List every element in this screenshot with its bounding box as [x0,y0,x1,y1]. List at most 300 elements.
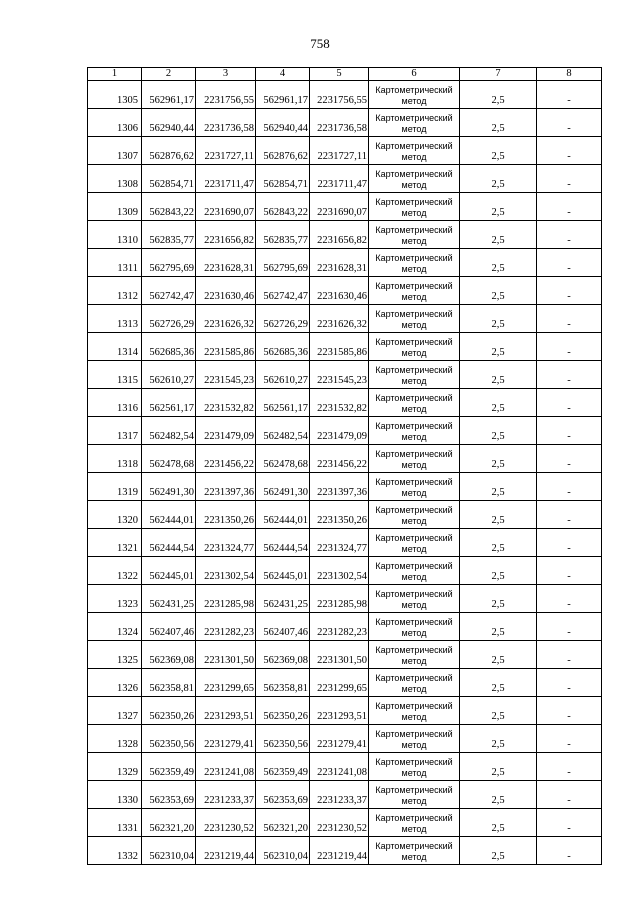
x-coordinate-cell: 562358,81 [142,669,196,697]
table-row [88,305,602,333]
method-line-1: Картометрический [375,729,453,739]
method-line-2: метод [401,376,427,386]
note-cell: - [537,417,602,445]
method-line-1: Картометрический [375,673,453,683]
x-coordinate-cell: 562685,36 [142,333,196,361]
method-cell [369,725,460,753]
method-line-1: Картометрический [375,225,453,235]
table-row [88,165,602,193]
y-coordinate-cell: 2231241,08 [310,753,369,781]
y-coordinate-cell: 2231324,77 [310,529,369,557]
note-cell: - [537,697,602,725]
x-coordinate-cell: 562961,17 [256,81,310,109]
point-number-cell: 1330 [88,781,142,809]
note-cell: - [537,641,602,669]
page-number: 758 [310,36,330,51]
y-coordinate-cell: 2231545,23 [196,361,256,389]
accuracy-cell: 2,5 [460,473,537,501]
column-header: 5 [310,68,369,81]
method-line-1: Картометрический [375,253,453,263]
method-line-2: метод [401,404,427,414]
table-row [88,277,602,305]
method-cell [369,473,460,501]
x-coordinate-cell: 562407,46 [256,613,310,641]
accuracy-cell: 2,5 [460,389,537,417]
x-coordinate-cell: 562478,68 [142,445,196,473]
method-line-2: метод [401,516,427,526]
method-line-1: Картометрический [375,169,453,179]
accuracy-cell: 2,5 [460,193,537,221]
y-coordinate-cell: 2231532,82 [196,389,256,417]
point-number-cell: 1326 [88,669,142,697]
point-number-cell: 1322 [88,557,142,585]
method-line-2: метод [401,824,427,834]
method-cell [369,277,460,305]
y-coordinate-cell: 2231585,86 [310,333,369,361]
y-coordinate-cell: 2231628,31 [196,249,256,277]
x-coordinate-cell: 562407,46 [142,613,196,641]
y-coordinate-cell: 2231456,22 [196,445,256,473]
method-cell [369,305,460,333]
y-coordinate-cell: 2231299,65 [196,669,256,697]
method-line-2: метод [401,208,427,218]
x-coordinate-cell: 562610,27 [256,361,310,389]
method-line-2: метод [401,656,427,666]
method-line-2: метод [401,432,427,442]
method-line-1: Картометрический [375,141,453,151]
accuracy-cell: 2,5 [460,361,537,389]
accuracy-cell: 2,5 [460,613,537,641]
point-number-cell: 1329 [88,753,142,781]
y-coordinate-cell: 2231532,82 [310,389,369,417]
table-row [88,753,602,781]
method-line-2: метод [401,180,427,190]
x-coordinate-cell: 562445,01 [256,557,310,585]
method-cell [369,669,460,697]
x-coordinate-cell: 562350,26 [256,697,310,725]
method-line-2: метод [401,684,427,694]
method-line-2: метод [401,740,427,750]
table-row [88,669,602,697]
table-row [88,221,602,249]
note-cell: - [537,305,602,333]
point-number-cell: 1327 [88,697,142,725]
method-line-1: Картометрический [375,281,453,291]
x-coordinate-cell: 562353,69 [142,781,196,809]
x-coordinate-cell: 562854,71 [142,165,196,193]
point-number-cell: 1305 [88,81,142,109]
method-cell [369,697,460,725]
point-number-cell: 1320 [88,501,142,529]
method-line-1: Картометрический [375,757,453,767]
y-coordinate-cell: 2231736,58 [196,109,256,137]
accuracy-cell: 2,5 [460,333,537,361]
x-coordinate-cell: 562726,29 [256,305,310,333]
note-cell: - [537,277,602,305]
table-row [88,837,602,865]
y-coordinate-cell: 2231626,32 [310,305,369,333]
note-cell: - [537,557,602,585]
note-cell: - [537,501,602,529]
table-row [88,725,602,753]
method-cell [369,613,460,641]
accuracy-cell: 2,5 [460,277,537,305]
method-cell [369,165,460,193]
y-coordinate-cell: 2231756,55 [310,81,369,109]
method-cell [369,81,460,109]
method-line-1: Картометрический [375,785,453,795]
note-cell: - [537,753,602,781]
method-line-2: метод [401,544,427,554]
method-cell [369,641,460,669]
note-cell: - [537,81,602,109]
x-coordinate-cell: 562491,30 [256,473,310,501]
y-coordinate-cell: 2231479,09 [310,417,369,445]
x-coordinate-cell: 562482,54 [256,417,310,445]
x-coordinate-cell: 562431,25 [256,585,310,613]
x-coordinate-cell: 562835,77 [256,221,310,249]
method-line-2: метод [401,600,427,610]
point-number-cell: 1328 [88,725,142,753]
note-cell: - [537,809,602,837]
table-row [88,529,602,557]
accuracy-cell: 2,5 [460,697,537,725]
method-cell [369,837,460,865]
x-coordinate-cell: 562353,69 [256,781,310,809]
point-number-cell: 1324 [88,613,142,641]
method-line-2: метод [401,628,427,638]
x-coordinate-cell: 562350,56 [142,725,196,753]
note-cell: - [537,781,602,809]
column-header: 1 [88,68,142,81]
y-coordinate-cell: 2231241,08 [196,753,256,781]
x-coordinate-cell: 562843,22 [256,193,310,221]
x-coordinate-cell: 562726,29 [142,305,196,333]
point-number-cell: 1318 [88,445,142,473]
point-number-cell: 1314 [88,333,142,361]
y-coordinate-cell: 2231282,23 [310,613,369,641]
method-line-1: Картометрический [375,337,453,347]
y-coordinate-cell: 2231397,36 [196,473,256,501]
point-number-cell: 1331 [88,809,142,837]
point-number-cell: 1307 [88,137,142,165]
method-cell [369,501,460,529]
method-line-2: метод [401,236,427,246]
x-coordinate-cell: 562876,62 [256,137,310,165]
x-coordinate-cell: 562478,68 [256,445,310,473]
method-cell [369,249,460,277]
note-cell: - [537,669,602,697]
note-cell: - [537,165,602,193]
y-coordinate-cell: 2231727,11 [310,137,369,165]
accuracy-cell: 2,5 [460,641,537,669]
point-number-cell: 1308 [88,165,142,193]
y-coordinate-cell: 2231656,82 [196,221,256,249]
method-line-2: метод [401,796,427,806]
method-cell [369,809,460,837]
note-cell: - [537,389,602,417]
y-coordinate-cell: 2231233,37 [310,781,369,809]
x-coordinate-cell: 562444,54 [256,529,310,557]
x-coordinate-cell: 562940,44 [256,109,310,137]
note-cell: - [537,221,602,249]
x-coordinate-cell: 562444,01 [142,501,196,529]
y-coordinate-cell: 2231350,26 [310,501,369,529]
method-line-1: Картометрический [375,813,453,823]
y-coordinate-cell: 2231630,46 [310,277,369,305]
y-coordinate-cell: 2231545,23 [310,361,369,389]
table-row [88,613,602,641]
point-number-cell: 1309 [88,193,142,221]
method-cell [369,753,460,781]
accuracy-cell: 2,5 [460,529,537,557]
method-cell [369,193,460,221]
point-number-cell: 1313 [88,305,142,333]
accuracy-cell: 2,5 [460,417,537,445]
y-coordinate-cell: 2231282,23 [196,613,256,641]
note-cell: - [537,109,602,137]
method-line-1: Картометрический [375,561,453,571]
y-coordinate-cell: 2231656,82 [310,221,369,249]
x-coordinate-cell: 562310,04 [142,837,196,865]
y-coordinate-cell: 2231324,77 [196,529,256,557]
column-header: 2 [142,68,196,81]
y-coordinate-cell: 2231711,47 [310,165,369,193]
x-coordinate-cell: 562961,17 [142,81,196,109]
x-coordinate-cell: 562310,04 [256,837,310,865]
table-row [88,557,602,585]
point-number-cell: 1332 [88,837,142,865]
accuracy-cell: 2,5 [460,809,537,837]
note-cell: - [537,473,602,501]
point-number-cell: 1325 [88,641,142,669]
accuracy-cell: 2,5 [460,501,537,529]
method-line-1: Картометрический [375,645,453,655]
method-cell [369,361,460,389]
method-line-1: Картометрический [375,533,453,543]
method-line-1: Картометрический [375,197,453,207]
table-row [88,501,602,529]
accuracy-cell: 2,5 [460,557,537,585]
y-coordinate-cell: 2231219,44 [196,837,256,865]
method-line-1: Картометрический [375,477,453,487]
table-row [88,249,602,277]
method-line-2: метод [401,292,427,302]
method-line-2: метод [401,768,427,778]
header-row [88,68,602,81]
accuracy-cell: 2,5 [460,445,537,473]
y-coordinate-cell: 2231736,58 [310,109,369,137]
x-coordinate-cell: 562369,08 [256,641,310,669]
x-coordinate-cell: 562321,20 [142,809,196,837]
x-coordinate-cell: 562854,71 [256,165,310,193]
note-cell: - [537,361,602,389]
y-coordinate-cell: 2231279,41 [196,725,256,753]
y-coordinate-cell: 2231397,36 [310,473,369,501]
method-line-1: Картометрический [375,841,453,851]
column-header: 3 [196,68,256,81]
x-coordinate-cell: 562431,25 [142,585,196,613]
method-line-2: метод [401,264,427,274]
method-line-2: метод [401,488,427,498]
x-coordinate-cell: 562795,69 [256,249,310,277]
method-cell [369,417,460,445]
y-coordinate-cell: 2231301,50 [196,641,256,669]
table-row [88,389,602,417]
table-row [88,697,602,725]
note-cell: - [537,529,602,557]
column-header: 8 [537,68,602,81]
point-number-cell: 1317 [88,417,142,445]
x-coordinate-cell: 562369,08 [142,641,196,669]
method-line-2: метод [401,460,427,470]
accuracy-cell: 2,5 [460,837,537,865]
x-coordinate-cell: 562491,30 [142,473,196,501]
x-coordinate-cell: 562444,54 [142,529,196,557]
table-row [88,585,602,613]
table-row [88,445,602,473]
x-coordinate-cell: 562685,36 [256,333,310,361]
x-coordinate-cell: 562843,22 [142,193,196,221]
y-coordinate-cell: 2231690,07 [310,193,369,221]
method-line-2: метод [401,320,427,330]
method-cell [369,781,460,809]
y-coordinate-cell: 2231727,11 [196,137,256,165]
column-header: 4 [256,68,310,81]
method-line-2: метод [401,124,427,134]
method-cell [369,137,460,165]
x-coordinate-cell: 562561,17 [142,389,196,417]
y-coordinate-cell: 2231302,54 [310,557,369,585]
method-line-1: Картометрический [375,617,453,627]
accuracy-cell: 2,5 [460,753,537,781]
y-coordinate-cell: 2231626,32 [196,305,256,333]
note-cell: - [537,137,602,165]
y-coordinate-cell: 2231219,44 [310,837,369,865]
point-number-cell: 1323 [88,585,142,613]
x-coordinate-cell: 562350,26 [142,697,196,725]
table-row [88,137,602,165]
note-cell: - [537,837,602,865]
x-coordinate-cell: 562561,17 [256,389,310,417]
method-cell [369,557,460,585]
y-coordinate-cell: 2231302,54 [196,557,256,585]
y-coordinate-cell: 2231230,52 [196,809,256,837]
y-coordinate-cell: 2231233,37 [196,781,256,809]
accuracy-cell: 2,5 [460,725,537,753]
method-line-2: метод [401,852,427,862]
x-coordinate-cell: 562795,69 [142,249,196,277]
y-coordinate-cell: 2231756,55 [196,81,256,109]
table-row [88,473,602,501]
accuracy-cell: 2,5 [460,249,537,277]
method-cell [369,333,460,361]
coordinates-table [87,67,602,865]
accuracy-cell: 2,5 [460,221,537,249]
method-cell [369,389,460,417]
accuracy-cell: 2,5 [460,781,537,809]
point-number-cell: 1321 [88,529,142,557]
note-cell: - [537,585,602,613]
y-coordinate-cell: 2231299,65 [310,669,369,697]
x-coordinate-cell: 562444,01 [256,501,310,529]
method-line-1: Картометрический [375,393,453,403]
y-coordinate-cell: 2231456,22 [310,445,369,473]
point-number-cell: 1310 [88,221,142,249]
x-coordinate-cell: 562940,44 [142,109,196,137]
point-number-cell: 1312 [88,277,142,305]
x-coordinate-cell: 562321,20 [256,809,310,837]
y-coordinate-cell: 2231479,09 [196,417,256,445]
x-coordinate-cell: 562445,01 [142,557,196,585]
table-row [88,781,602,809]
method-line-2: метод [401,348,427,358]
y-coordinate-cell: 2231690,07 [196,193,256,221]
y-coordinate-cell: 2231630,46 [196,277,256,305]
x-coordinate-cell: 562350,56 [256,725,310,753]
table-row [88,109,602,137]
accuracy-cell: 2,5 [460,585,537,613]
x-coordinate-cell: 562876,62 [142,137,196,165]
y-coordinate-cell: 2231293,51 [310,697,369,725]
point-number-cell: 1315 [88,361,142,389]
accuracy-cell: 2,5 [460,305,537,333]
table-row [88,641,602,669]
y-coordinate-cell: 2231585,86 [196,333,256,361]
y-coordinate-cell: 2231301,50 [310,641,369,669]
y-coordinate-cell: 2231628,31 [310,249,369,277]
method-cell [369,585,460,613]
table-row [88,333,602,361]
x-coordinate-cell: 562742,47 [256,277,310,305]
method-cell [369,221,460,249]
accuracy-cell: 2,5 [460,109,537,137]
note-cell: - [537,445,602,473]
y-coordinate-cell: 2231279,41 [310,725,369,753]
point-number-cell: 1319 [88,473,142,501]
x-coordinate-cell: 562359,49 [256,753,310,781]
y-coordinate-cell: 2231285,98 [196,585,256,613]
table-row [88,417,602,445]
x-coordinate-cell: 562610,27 [142,361,196,389]
method-line-2: метод [401,152,427,162]
x-coordinate-cell: 562835,77 [142,221,196,249]
note-cell: - [537,725,602,753]
method-line-2: метод [401,712,427,722]
point-number-cell: 1316 [88,389,142,417]
y-coordinate-cell: 2231285,98 [310,585,369,613]
point-number-cell: 1306 [88,109,142,137]
method-line-1: Картометрический [375,701,453,711]
method-line-1: Картометрический [375,85,453,95]
method-cell [369,445,460,473]
table-body [88,81,602,865]
y-coordinate-cell: 2231350,26 [196,501,256,529]
table-row [88,193,602,221]
x-coordinate-cell: 562742,47 [142,277,196,305]
method-line-1: Картометрический [375,113,453,123]
method-line-1: Картометрический [375,421,453,431]
method-line-1: Картометрический [375,309,453,319]
y-coordinate-cell: 2231711,47 [196,165,256,193]
y-coordinate-cell: 2231230,52 [310,809,369,837]
table-row [88,361,602,389]
accuracy-cell: 2,5 [460,81,537,109]
accuracy-cell: 2,5 [460,137,537,165]
table-row [88,809,602,837]
note-cell: - [537,613,602,641]
column-header: 7 [460,68,537,81]
